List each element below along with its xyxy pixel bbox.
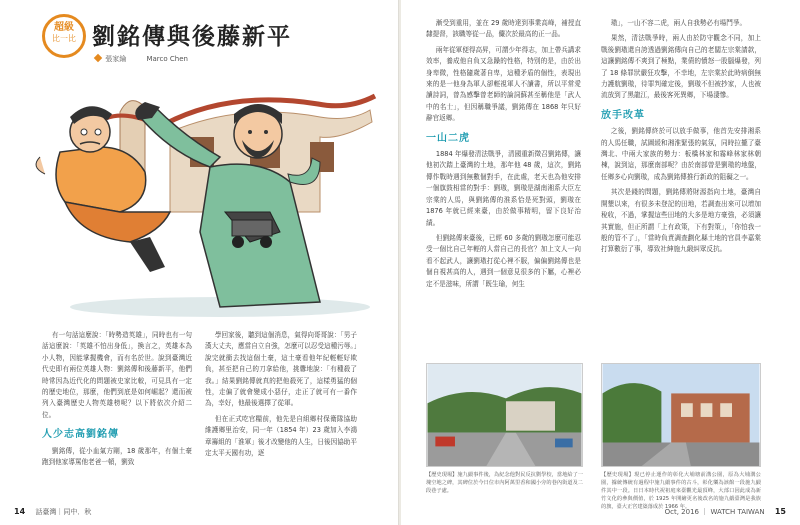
title-badge — [42, 14, 86, 58]
page-number: 14 — [14, 507, 26, 516]
footer-text: 話臺灣｜同中．秋 — [35, 508, 92, 516]
liu-aw-character-icon — [36, 106, 170, 272]
paragraph: 但劉銘傳來臺後，已經 60 多歲的劉璈怎麼可能忍受一個比自己年輕的人當自己的長官？加上文人一向看不起武人，讓劉璈打從心裡不服，偏偏劉銘傳也是個自視甚高的人，遇到一個意見很多的下屬，心裡必定不是滋味，所謂「既生瑜，何生 — [426, 233, 581, 288]
paragraph: 漸受到重用，並在 29 歲時達到事業高峰，補授直隸提督，該職等從一品，儼次於最高的正一品。 — [426, 19, 581, 39]
paragraph: 兩年從軍便得高昇，可謂少年得志，加上帶兵講求效率，養成他自負又急躁的性格，特別的是，由於出身卑微，性格隨歲著自卑，這種矛盾的個性，表現出來的是一他身為軍人卻輕視軍人不讀書，所以平常愛讀詩詞，曾為感擊曾老師的論詞蘇甚至稱他是「武人中的名士」，但因稱職爭議，劉銘傳在 1868 年只好辭官返鄉。 — [426, 45, 581, 123]
left-column-2 — [205, 330, 357, 463]
paragraph: 學回家後，聽到這個消息，氣得向哥哥說：「男子漢大丈夫，應當自立自強，怎麼可以忍受這種污辱。」說完就衝去找這個土豪，這土豪看他年紀輕輕好欺負，甚至把自己的刀拿給他，挑釁地說：「有種殺了我。」結果劉銘傳就真的把他殺死了，這樣勇猛的個性，走偏了就會變成小惡仔，走正了就可有一番作為，幸好，他最後選擇了從軍。 — [205, 331, 357, 408]
right-folio — [665, 507, 786, 517]
left-column-1 — [42, 330, 192, 472]
right-column-2 — [601, 18, 761, 260]
footer-text: Oct, 2016 ｜ WATCH TAIWAN — [664, 508, 765, 516]
author-name: 張家綸 — [105, 55, 127, 63]
paragraph: 璈」，一山不容二虎，兩人自我勢必有場鬥爭。 — [610, 19, 747, 27]
paragraph: 但在正式吃官糧前，他先是自組鄉村保衛隊協助維護鄉里治安，同一年（1854 年）23 歲加入李鴻章籌組的「淮軍」後才改變他的人生，日後因協助平定太平天國有功，逐 — [205, 414, 357, 458]
badge-top-text: 超級 — [54, 22, 74, 33]
paragraph: 之後，劉銘傳終於可以放手做事，他首先安排湘系的人馬任職，試圖緩和湘淮緊張的氣氛，同時拉攏了臺灣北、中兩大家族的勢力：板橋林家和霧峰林家林朝棟，說到這，那麼南部呢？由於南部曾是劉璈的地盤，任鄉多心向劉璈，成為劉銘傳推行新政的阻礙之一。 — [601, 127, 761, 181]
right-page — [401, 0, 800, 525]
paragraph: 有一句話這麼說：「時勢造英雄」，同時也有一句話這麼說：「英雄不怕出身低」，換言之，英雄本為小人物，因能掌握機會，而有名於世。說到臺灣近代史即有兩位英雄人物：劉銘傳和後藤新平，他們時常因為近代化的問題被史家比較，可見具有一定的歷史地位，那麼，他們到底是如何崛起？還而被列入臺灣歷史人物英雄榜呢？以下將依次介紹二位。 — [42, 331, 192, 419]
street-photo-2 — [601, 363, 761, 467]
illustrator-name: Marco Chen — [146, 55, 188, 63]
section-heading: 人少志高劉銘傳 — [42, 429, 119, 441]
photo-1-caption: 【歷史現場】施九緞事件後，為紀念他對民反抗劉學校，當地給了一塊空地之碑，其碑位於今日位市內阿萬里香和國小旁的巷內街道及二段巷子處。 — [426, 472, 583, 494]
paragraph: 果然，清法戰爭時，兩人由於防守觀念不同，加上戰後劉璈還自誇透過劉銘傳向自己的老闆左宗棠請款，這讓劉銘傳不爽到了極點，業債的憤怒一股腦爆發，列了 18 條罪狀嚴狂攻擊，不幸地，左宗棠於此時病倒無力護航劉璈，待罪判確定後，劉璈不但被抄家，人也被流放到了黑龍江，最後客死異鄉，下場淒慘。 — [601, 34, 761, 100]
left-folio — [14, 507, 91, 517]
section-heading: 一山二虎 — [426, 132, 470, 144]
paragraph: 劉銘傳，從小血氣方剛，18 歲那年，有個土豪跑到他家導罵他老爸一頓，劉致 — [42, 446, 192, 467]
article-title: 劉銘傳與後藤新平 — [92, 23, 292, 50]
pencil-icon — [94, 54, 102, 62]
section-heading: 放手改革 — [601, 109, 645, 121]
badge-bottom-text: 比一比 — [52, 34, 76, 43]
photo-2-caption: 【歷史現場】現已停止運作的彰化大埔塘前溝公園，原為大埔溝公園，據統傳統有過程中施九緞事件的古斗，彰化樂為該館一段施九緞件其中一段。日日本時代祝祖庭來臺觀光最頂峰，大部口因此成為新竹文化的參與價值，於 1925 年開繪更名後改名的施九緞臺灣是我族的旗，臺大正宮建築落成於 1966 年。 — [601, 472, 761, 510]
cartoon-illustration — [20, 62, 392, 324]
street-photo-1 — [426, 363, 583, 467]
page-number: 15 — [774, 507, 786, 516]
left-page — [0, 0, 399, 525]
paragraph: 1884 年爆發清法戰爭，清國重新徵召劉銘傳，讓他初次踏上臺灣的土地，那年他 48 歲，這次，劉銘傳作戰時遇到無數個對手，在此處，老天也為他安排一個旗鼓相當的對手：劉璈，劉璈是湖南湘系大臣左宗棠的人馬，與劉銘傳的淮系恰是死對頭，劉璈在 1876 年就已經來臺，由於做事精明，留下良好治績。 — [426, 150, 581, 227]
paragraph: 其次是錢的問題，劉銘傳將財源指向土地，臺灣自開墾以來，有很多未登記的田地，若調查出來可以增加稅收，不過，掌握這些田地的大多是地方豪強，必須讓其實施，但正所謂「上有政策，下有對策」，「你怕我一般的管不了」，「當時負責調查劃化縣土地的官員李嘉棠打算數衍了事，導致社紳施九緞糾眾反抗。 — [601, 188, 761, 254]
right-column-1 — [426, 18, 581, 294]
